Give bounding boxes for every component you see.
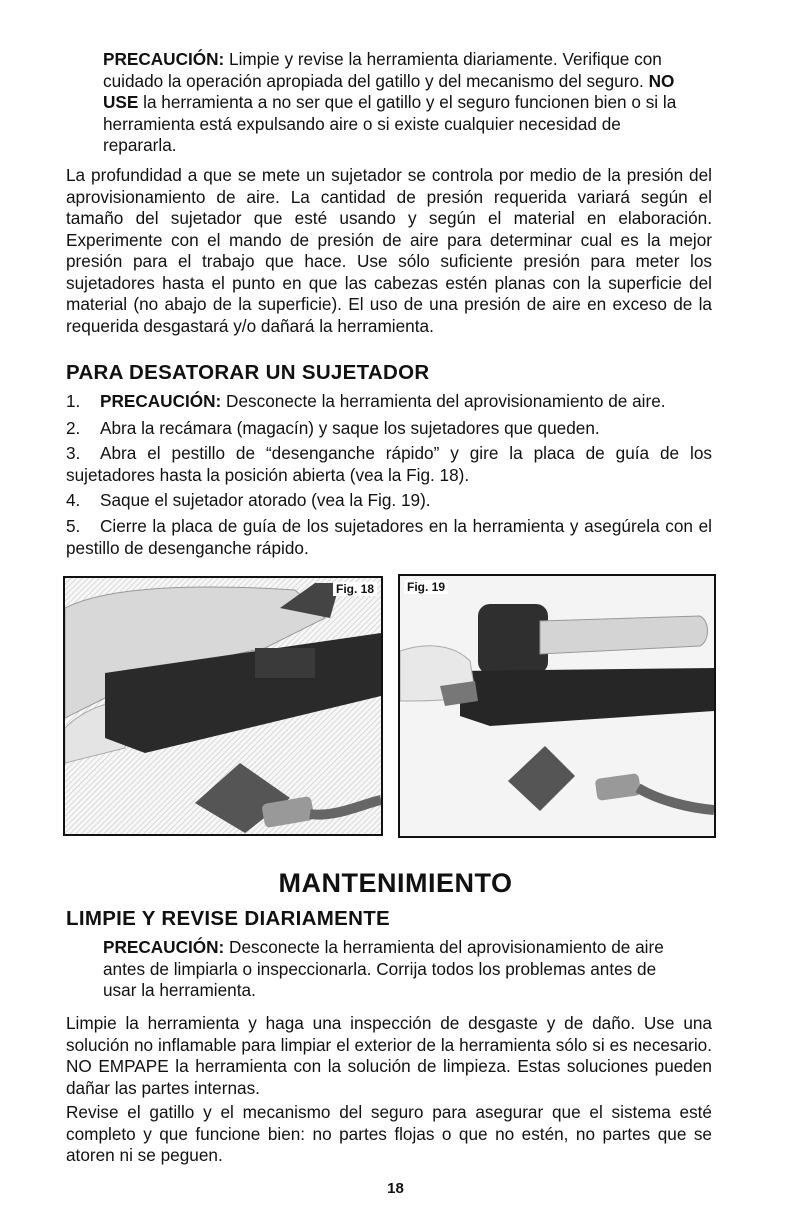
caution-text-b: la herramienta a no ser que el gatillo y el seguro funcionen bien o si la herramienta está expulsando aire o si existe cualquier necesidad de repararla.	[103, 92, 677, 155]
caution-bold: NO USE	[103, 70, 675, 112]
page-title: MANTENIMIENTO	[278, 868, 513, 898]
pressure-paragraph: La profundidad a que se mete un sujetador se controla por medio de la presión del aprovisionamiento de aire. La cantidad de presión requerida variará según el tamaño del sujetador que esté usando y según el material en elaboración. Experimente con el mando de presión de aire para determinar cual es la mejor presión para el trabajo que hace. Use sólo suficiente presión para meter los sujetadores hasta el punto en que las cabezas estén planas con la superficie del material (no abajo de la superficie). El uso de una presión de aire en exceso de la requerida desgastará y/o dañará la herramienta.	[66, 165, 712, 336]
caution-label: PRECAUCIÓN:	[103, 937, 225, 957]
list-item: 4. Saque el sujetador atorado (vea la Fig. 19).	[66, 490, 431, 510]
list-item: 1. PRECAUCIÓN: Desconecte la herramienta del aprovisionamiento de aire.	[66, 391, 666, 411]
section-heading-clean: LIMPIE Y REVISE DIARIAMENTE	[66, 907, 391, 930]
fig-18-label: Fig. 18	[333, 582, 377, 596]
fig18-photo	[65, 578, 381, 834]
caution-text-a: Limpie y revise la herramienta diariamente. Verifique con cuidado la operación apropiada del gatillo y del mecanismo del seguro.	[103, 49, 662, 91]
list-item: 5. Cierre la placa de guía de los sujetadores en la herramienta y asegúrela con el pestillo de desenganche rápido.	[66, 516, 712, 558]
inspection-paragraph: Revise el gatillo y el mecanismo del seguro para asegurar que el sistema esté completo y que funcione bien: no partes flojas o que no estén, no partes que se atoren ni se peguen.	[66, 1102, 712, 1165]
section-heading-unjam: PARA DESATORAR UN SUJETADOR	[66, 361, 430, 384]
figure-18	[63, 576, 383, 836]
fig19-photo	[400, 576, 714, 836]
list-item: 3. Abra el pestillo de “desenganche rápido” y gire la placa de guía de los sujetadores hasta la posición abierta (vea la Fig. 18).	[66, 443, 712, 485]
caution-label: PRECAUCIÓN:	[103, 49, 225, 69]
caution-block	[103, 49, 683, 157]
list-item: 2. Abra la recámara (magacín) y saque los sujetadores que queden.	[66, 418, 600, 438]
caution-text: Desconecte la herramienta del aprovisionamiento de aire antes de limpiarla o inspeccionarla. Corrija todos los problemas antes de usar la herramienta.	[103, 937, 664, 1000]
figure-19	[398, 574, 716, 838]
fig-19-label: Fig. 19	[404, 580, 448, 594]
caution-block	[103, 937, 688, 1002]
page-number: 18	[387, 1180, 404, 1197]
cleaning-paragraph: Limpie la herramienta y haga una inspección de desgaste y de daño. Use una solución no inflamable para limpiar el exterior de la herramienta sólo si es necesario. NO EMPAPE la herramienta con la solución de limpieza. Estas soluciones pueden dañar las partes internas.	[66, 1013, 712, 1098]
